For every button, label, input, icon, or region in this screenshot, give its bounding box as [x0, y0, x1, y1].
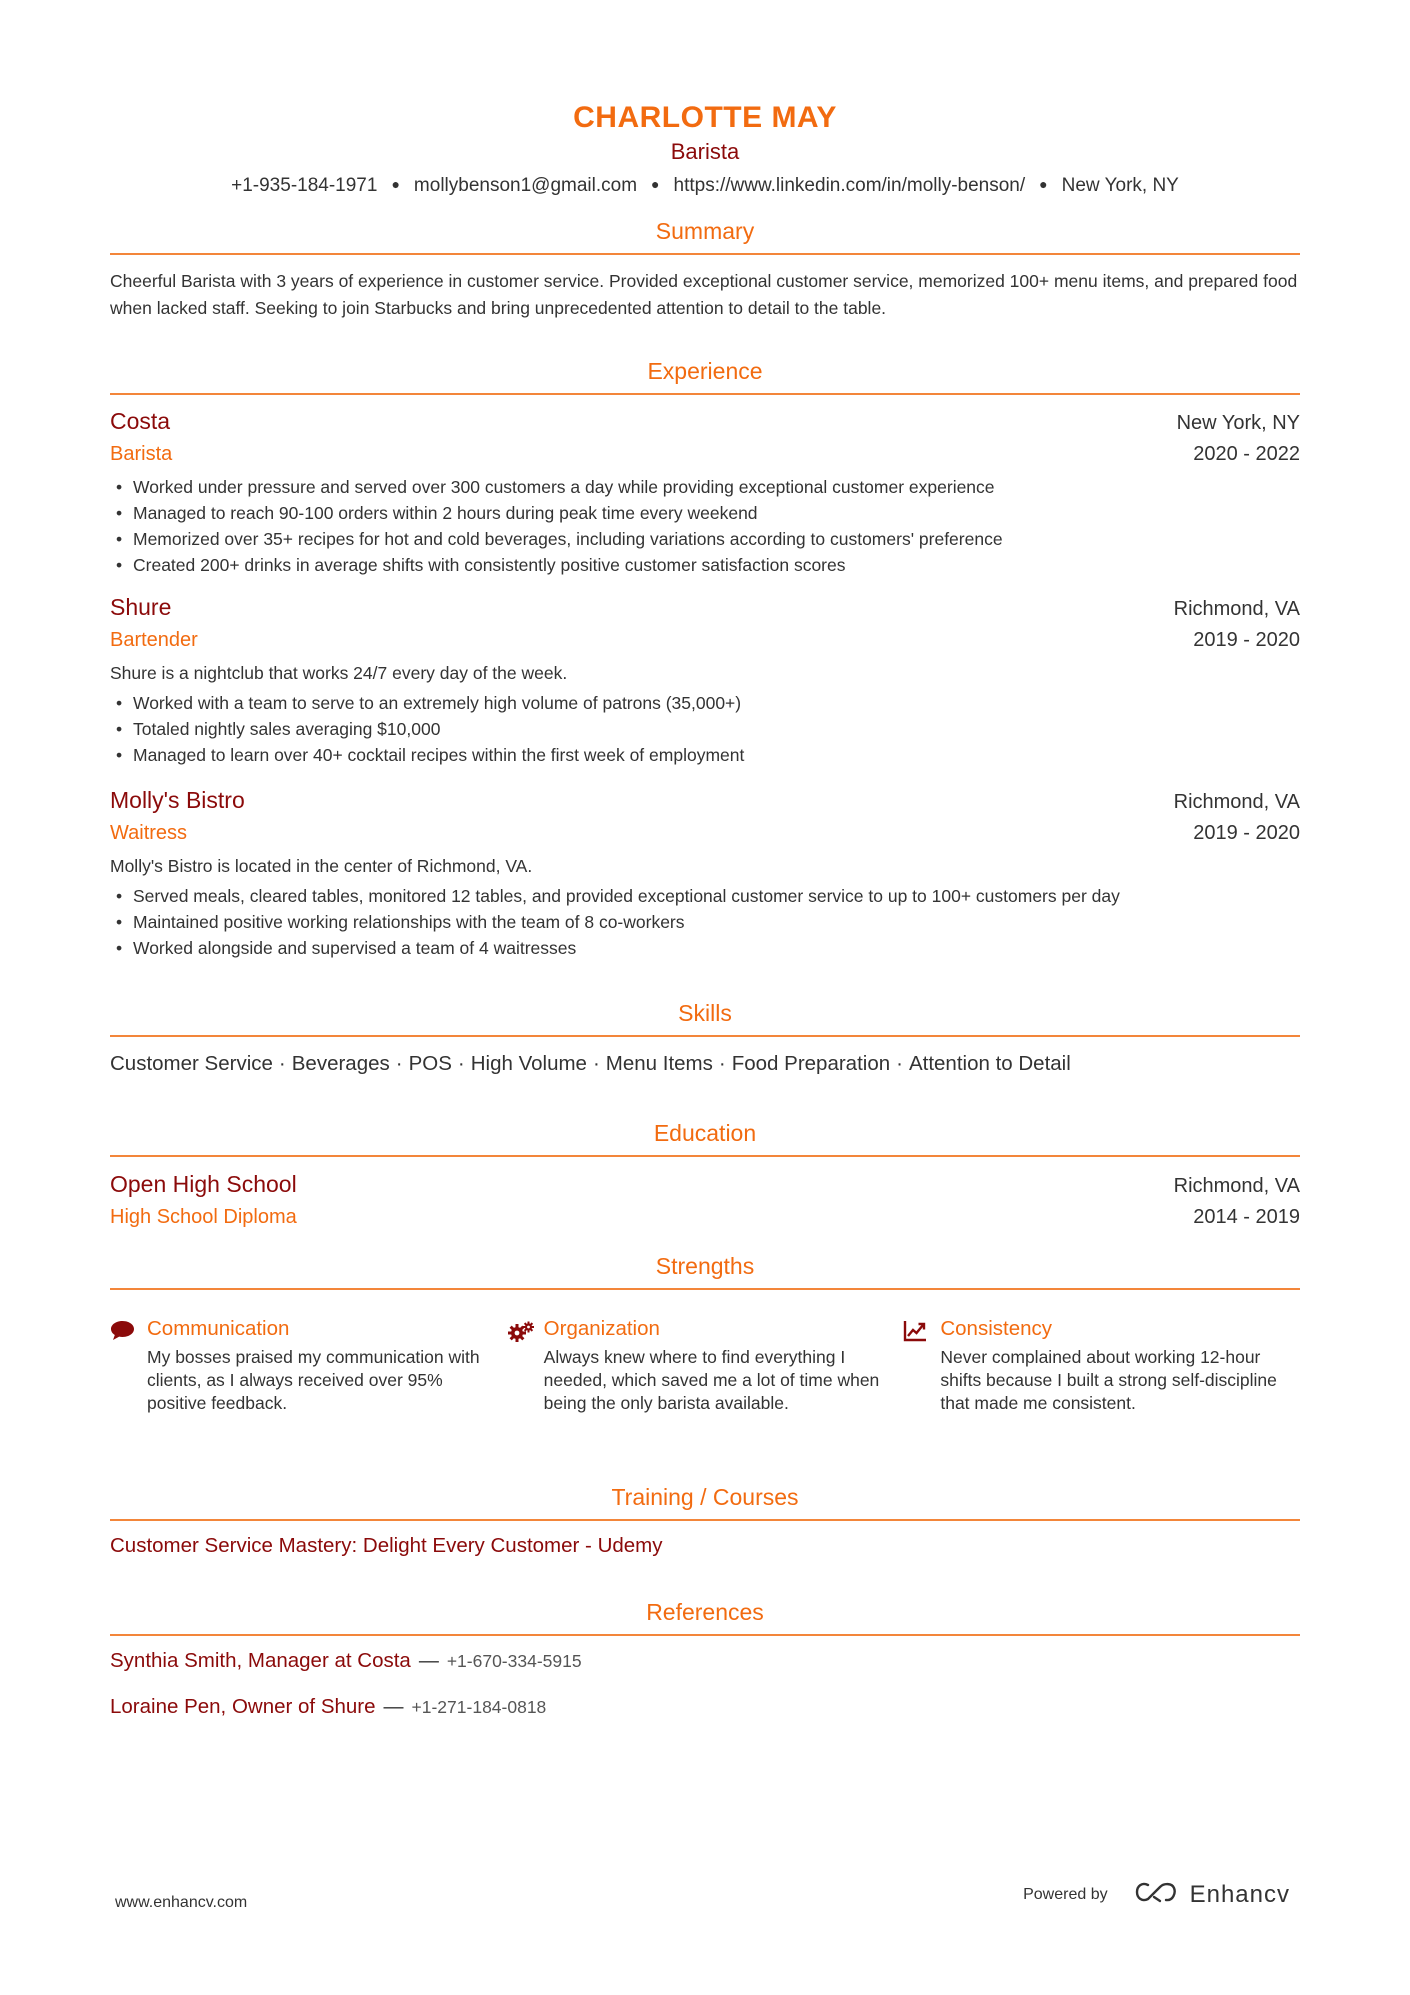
achievement-list [110, 883, 1300, 961]
strengths-heading: Strengths [655, 1253, 755, 1279]
bullet-separator: ● [651, 176, 660, 192]
achievement-list [110, 474, 1300, 578]
job-role: Barista [110, 443, 173, 465]
strength-description: My bosses praised my communication with clients, as I always received over 95% positive feedback. [147, 1347, 480, 1413]
gears-icon [507, 1315, 544, 1415]
skills-heading: Skills [678, 1000, 732, 1026]
strength-title: Consistency [940, 1317, 1053, 1340]
reference-dash: — [383, 1696, 404, 1718]
training-heading: Training / Courses [611, 1484, 799, 1510]
skill-tag: Menu Items [605, 1052, 713, 1075]
section-divider [110, 1519, 1300, 1521]
list-item: • Worked under pressure and served over 300 customers a day while providing exceptional customer experience [110, 474, 1300, 500]
strength-title: Organization [543, 1317, 660, 1340]
job-role: Bartender [110, 629, 198, 651]
education-entry [110, 1169, 1300, 1233]
reference-phone: +1-271-184-0818 [411, 1697, 547, 1717]
strength-item [507, 1315, 904, 1415]
list-item: • Maintained positive working relationships with the team of 8 co-workers [110, 909, 1300, 935]
strengths-row [110, 1315, 1300, 1415]
resume-header [110, 98, 1300, 200]
skill-tag: Food Preparation [731, 1052, 891, 1075]
list-item: • Created 200+ drinks in average shifts with consistently positive customer satisfaction scores [110, 552, 1300, 578]
skill-separator: · [896, 1052, 903, 1075]
company-name: Molly's Bistro [110, 787, 245, 813]
trend-chart-icon [903, 1315, 940, 1415]
reference-name: Loraine Pen, Owner of Shure [110, 1695, 376, 1718]
reference-item [110, 1692, 546, 1724]
skill-separator: · [278, 1052, 286, 1075]
job-location: New York, NY [1176, 412, 1300, 434]
school-name: Open High School [110, 1171, 297, 1197]
bullet-separator: ● [391, 176, 400, 192]
education-heading: Education [653, 1120, 757, 1146]
skill-tag: POS [408, 1052, 452, 1075]
list-item: • Worked with a team to serve to an extremely high volume of patrons (35,000+) [110, 690, 1300, 716]
candidate-title: Barista [670, 139, 740, 164]
section-divider [110, 1634, 1300, 1636]
degree: High School Diploma [110, 1206, 297, 1228]
experience-entry [110, 785, 1300, 961]
job-dates: 2020 - 2022 [1193, 443, 1300, 465]
powered-by-label: Powered by [1023, 1885, 1108, 1903]
school-location: Richmond, VA [1173, 1175, 1300, 1197]
job-location: Richmond, VA [1173, 791, 1300, 813]
job-dates: 2019 - 2020 [1193, 822, 1300, 844]
skill-separator: · [457, 1052, 465, 1075]
list-item: • Totaled nightly sales averaging $10,000 [110, 716, 1300, 742]
reference-phone: +1-670-334-5915 [446, 1651, 582, 1671]
reference-name: Synthia Smith, Manager at Costa [110, 1649, 411, 1672]
skill-separator: · [592, 1052, 600, 1075]
section-divider [110, 393, 1300, 395]
list-item: • Memorized over 35+ recipes for hot and cold beverages, including variations according to customers' preference [110, 526, 1300, 552]
section-divider [110, 1035, 1300, 1037]
experience-entry [110, 592, 1300, 768]
strength-title: Communication [147, 1317, 290, 1340]
footer-website-link[interactable]: www.enhancv.com [115, 1894, 248, 1911]
job-location: Richmond, VA [1173, 598, 1300, 620]
experience-heading: Experience [647, 358, 763, 384]
enhancv-brand: Enhancv [1189, 1880, 1290, 1908]
job-dates: 2019 - 2020 [1193, 629, 1300, 651]
skill-tag: Attention to Detail [908, 1052, 1071, 1075]
skill-tag: Customer Service [110, 1052, 273, 1075]
company-description: Molly's Bistro is located in the center of Richmond, VA. [110, 856, 533, 876]
section-divider [110, 1288, 1300, 1290]
job-role: Waitress [110, 822, 188, 844]
reference-item [110, 1646, 582, 1678]
section-divider [110, 1155, 1300, 1157]
strength-item [110, 1315, 507, 1415]
references-heading: References [646, 1599, 764, 1625]
location: New York, NY [1061, 175, 1179, 196]
skill-tag: High Volume [470, 1052, 587, 1075]
linkedin-link[interactable]: https://www.linkedin.com/in/molly-benson/ [673, 175, 1026, 196]
phone: +1-935-184-1971 [231, 175, 378, 196]
skills-list [110, 1049, 1300, 1079]
strength-description: Always knew where to find everything I needed, which saved me a lot of time when being the only barista available. [543, 1347, 880, 1413]
bullet-separator: ● [1039, 176, 1048, 192]
speech-bubble-icon [110, 1315, 147, 1415]
section-divider [110, 253, 1300, 255]
skill-separator: · [395, 1052, 403, 1075]
company-name: Costa [110, 408, 171, 434]
strength-description: Never complained about working 12-hour shifts because I built a strong self-discipline that made me consistent. [940, 1347, 1277, 1413]
summary-heading: Summary [655, 218, 755, 244]
contact-line [110, 170, 1300, 200]
list-item: • Served meals, cleared tables, monitored 12 tables, and provided exceptional customer service to up to 100+ customers per day [110, 883, 1300, 909]
skill-separator: · [718, 1052, 726, 1075]
experience-entry [110, 406, 1300, 578]
list-item: • Managed to learn over 40+ cocktail recipes within the first week of employment [110, 742, 1300, 768]
candidate-name: CHARLOTTE MAY [573, 101, 837, 134]
footer-branding [1023, 1880, 1290, 1909]
reference-dash: — [418, 1650, 439, 1672]
email-link[interactable]: mollybenson1@gmail.com [413, 175, 638, 196]
enhancv-logo-icon [1134, 1880, 1180, 1909]
strength-item [903, 1315, 1300, 1415]
list-item: • Managed to reach 90-100 orders within 2 hours during peak time every weekend [110, 500, 1300, 526]
summary-text: Cheerful Barista with 3 years of experience in customer service. Provided exceptional customer service, memorized 100+ menu items, and prepared food when lacked staff. Seeking to join Starbucks and bring unprecedented attention to detail to the table. [110, 271, 1298, 318]
achievement-list [110, 690, 1300, 768]
company-name: Shure [110, 594, 172, 620]
course-item: Customer Service Mastery: Delight Every Customer - Udemy [110, 1534, 663, 1557]
education-dates: 2014 - 2019 [1193, 1206, 1300, 1228]
list-item: • Worked alongside and supervised a team of 4 waitresses [110, 935, 1300, 961]
skill-tag: Beverages [291, 1052, 390, 1075]
company-description: Shure is a nightclub that works 24/7 every day of the week. [110, 663, 568, 683]
